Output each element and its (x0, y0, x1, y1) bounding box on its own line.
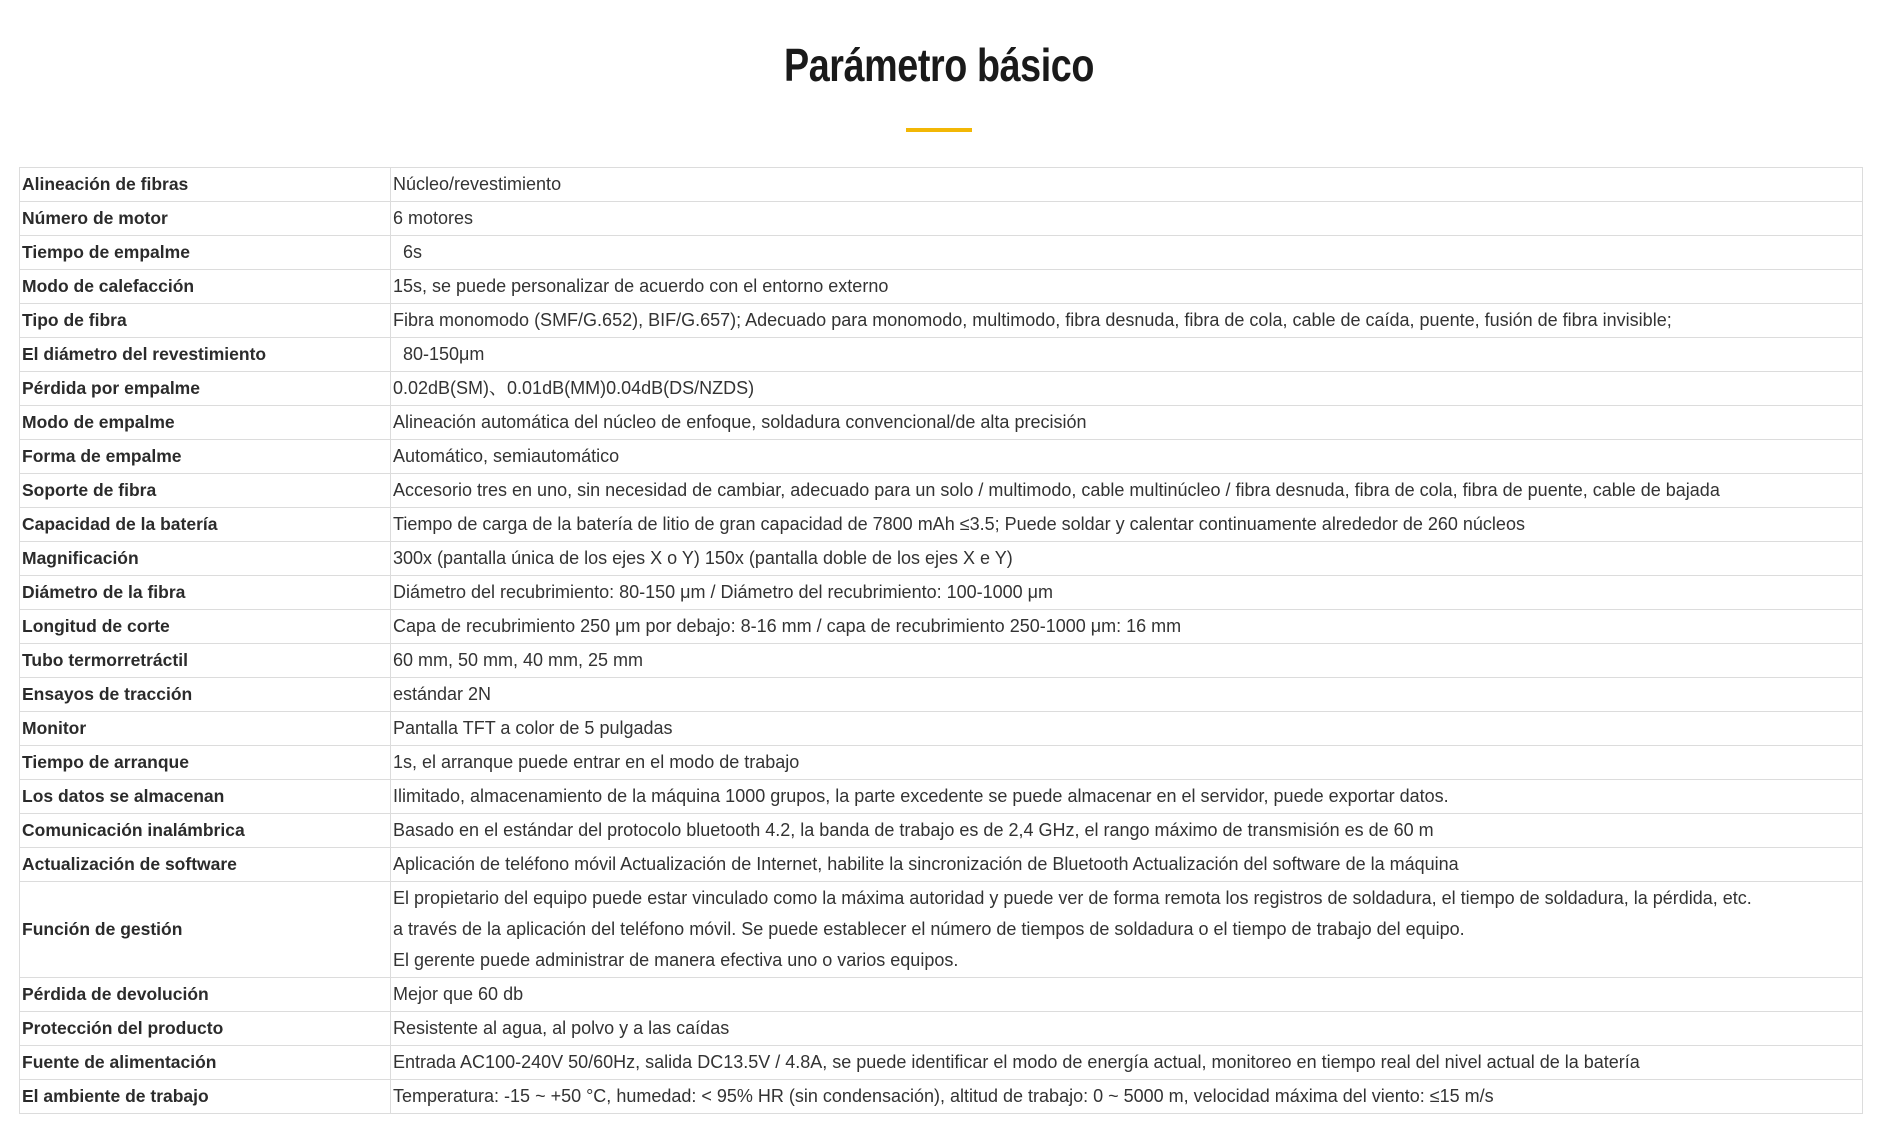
spec-row (20, 168, 1863, 202)
spec-label: Actualización de software (20, 848, 391, 882)
spec-label: Función de gestión (20, 882, 391, 978)
spec-row (20, 712, 1863, 746)
spec-value-line: El propietario del equipo puede estar vinculado como la máxima autoridad y puede ver de forma remota los registros de soldadura, el tiempo de soldadura, la pérdida, etc. (393, 888, 1752, 908)
spec-label: Protección del producto (20, 1012, 391, 1046)
spec-row (20, 542, 1863, 576)
spec-label: Modo de calefacción (20, 270, 391, 304)
spec-value: 60 mm, 50 mm, 40 mm, 25 mm (391, 644, 1863, 678)
spec-value: 6 motores (391, 202, 1863, 236)
spec-value: Temperatura: -15 ~ +50 °C, humedad: < 95% HR (sin condensación), altitud de trabajo: 0 ~ 5000 m, velocidad máxima del viento: ≤15 m/s (391, 1080, 1863, 1114)
spec-label: Pérdida de devolución (20, 978, 391, 1012)
page-title: Parámetro básico (783, 39, 1095, 91)
spec-label: Tubo termorretráctil (20, 644, 391, 678)
spec-label: Pérdida por empalme (20, 372, 391, 406)
spec-row (20, 304, 1863, 338)
spec-label: Tiempo de empalme (20, 236, 391, 270)
spec-row (20, 338, 1863, 372)
spec-row (20, 372, 1863, 406)
spec-value-line: El gerente puede administrar de manera efectiva uno o varios equipos. (393, 950, 959, 970)
spec-row (20, 780, 1863, 814)
spec-row (20, 678, 1863, 712)
spec-value: Mejor que 60 db (391, 978, 1863, 1012)
spec-label: Diámetro de la fibra (20, 576, 391, 610)
spec-label: Número de motor (20, 202, 391, 236)
spec-value-line: a través de la aplicación del teléfono móvil. Se puede establecer el número de tiempos de soldadura o el tiempo de trabajo del equipo. (393, 919, 1465, 939)
spec-row (20, 882, 1863, 978)
spec-row (20, 814, 1863, 848)
spec-value: 6s (391, 236, 1863, 270)
spec-label: El ambiente de trabajo (20, 1080, 391, 1114)
spec-value: Núcleo/revestimiento (391, 168, 1863, 202)
spec-label: Modo de empalme (20, 406, 391, 440)
spec-label: Magnificación (20, 542, 391, 576)
spec-label: Tipo de fibra (20, 304, 391, 338)
spec-value: Automático, semiautomático (391, 440, 1863, 474)
spec-row (20, 1046, 1863, 1080)
spec-value: 300x (pantalla única de los ejes X o Y) 150x (pantalla doble de los ejes X e Y) (391, 542, 1863, 576)
spec-value-multiline (391, 882, 1863, 978)
spec-value: 1s, el arranque puede entrar en el modo de trabajo (391, 746, 1863, 780)
spec-row (20, 474, 1863, 508)
spec-label: Los datos se almacenan (20, 780, 391, 814)
spec-row (20, 202, 1863, 236)
spec-value: Resistente al agua, al polvo y a las caídas (391, 1012, 1863, 1046)
spec-value: 80-150μm (391, 338, 1863, 372)
spec-value: estándar 2N (391, 678, 1863, 712)
page-header (0, 0, 1878, 132)
spec-row (20, 746, 1863, 780)
spec-label: Comunicación inalámbrica (20, 814, 391, 848)
spec-value: Tiempo de carga de la batería de litio de gran capacidad de 7800 mAh ≤3.5; Puede soldar y calentar continuamente alrededor de 260 núcleos (391, 508, 1863, 542)
spec-label: Capacidad de la batería (20, 508, 391, 542)
spec-row (20, 236, 1863, 270)
spec-row (20, 848, 1863, 882)
spec-label: Fuente de alimentación (20, 1046, 391, 1080)
spec-table-body (20, 168, 1863, 1114)
spec-value: Diámetro del recubrimiento: 80-150 μm / Diámetro del recubrimiento: 100-1000 μm (391, 576, 1863, 610)
spec-row (20, 978, 1863, 1012)
spec-row (20, 644, 1863, 678)
spec-label: Longitud de corte (20, 610, 391, 644)
spec-value: Pantalla TFT a color de 5 pulgadas (391, 712, 1863, 746)
spec-value: Aplicación de teléfono móvil Actualización de Internet, habilite la sincronización de Bluetooth Actualización del software de la máquina (391, 848, 1863, 882)
spec-row (20, 406, 1863, 440)
spec-value: Fibra monomodo (SMF/G.652), BIF/G.657); Adecuado para monomodo, multimodo, fibra desnuda, fibra de cola, cable de caída, puente, fusión de fibra invisible; (391, 304, 1863, 338)
spec-row (20, 610, 1863, 644)
spec-value: Entrada AC100-240V 50/60Hz, salida DC13.5V / 4.8A, se puede identificar el modo de energía actual, monitoreo en tiempo real del nivel actual de la batería (391, 1046, 1863, 1080)
spec-value: Accesorio tres en uno, sin necesidad de cambiar, adecuado para un solo / multimodo, cable multinúcleo / fibra desnuda, fibra de cola, fibra de puente, cable de bajada (391, 474, 1863, 508)
spec-label: Ensayos de tracción (20, 678, 391, 712)
spec-label: Forma de empalme (20, 440, 391, 474)
spec-label: Soporte de fibra (20, 474, 391, 508)
spec-value: Basado en el estándar del protocolo bluetooth 4.2, la banda de trabajo es de 2,4 GHz, el rango máximo de transmisión es de 60 m (391, 814, 1863, 848)
spec-value: 0.02dB(SM)、0.01dB(MM)0.04dB(DS/NZDS) (391, 372, 1863, 406)
spec-value: 15s, se puede personalizar de acuerdo con el entorno externo (391, 270, 1863, 304)
spec-value: Capa de recubrimiento 250 μm por debajo: 8-16 mm / capa de recubrimiento 250-1000 μm: 16 mm (391, 610, 1863, 644)
spec-row (20, 1080, 1863, 1114)
spec-label: Tiempo de arranque (20, 746, 391, 780)
spec-label: Alineación de fibras (20, 168, 391, 202)
spec-row (20, 508, 1863, 542)
spec-label: Monitor (20, 712, 391, 746)
spec-table (19, 167, 1863, 1114)
title-underline (906, 128, 972, 132)
spec-value: Alineación automática del núcleo de enfoque, soldadura convencional/de alta precisión (391, 406, 1863, 440)
spec-value: Ilimitado, almacenamiento de la máquina 1000 grupos, la parte excedente se puede almacenar en el servidor, puede exportar datos. (391, 780, 1863, 814)
spec-row (20, 440, 1863, 474)
spec-row (20, 576, 1863, 610)
spec-row (20, 1012, 1863, 1046)
spec-label: El diámetro del revestimiento (20, 338, 391, 372)
spec-row (20, 270, 1863, 304)
